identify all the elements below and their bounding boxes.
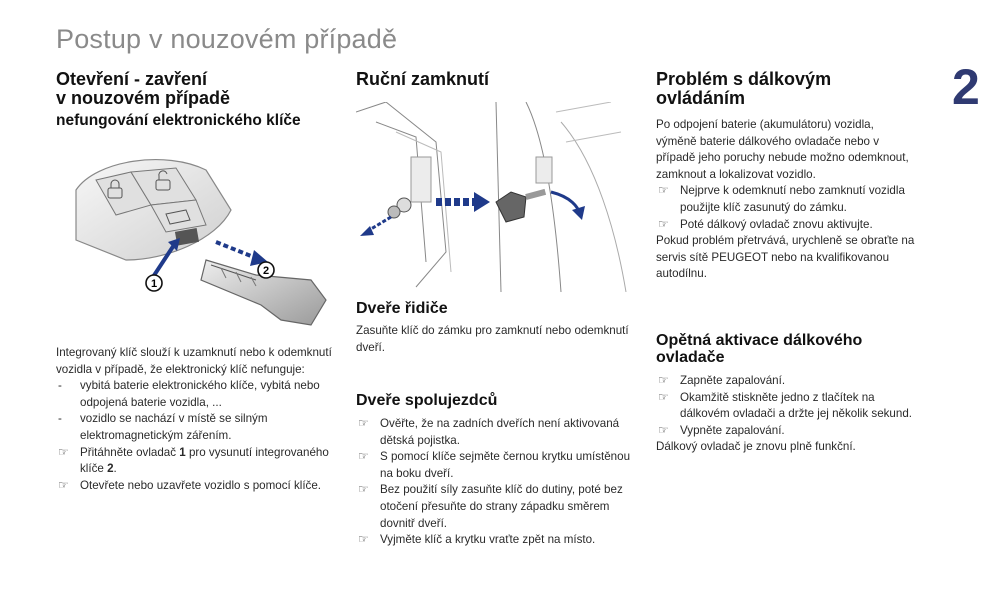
turn-arrow-icon [551, 192, 585, 220]
emergency-heading-line2: v nouzovém případě [56, 88, 231, 108]
slide-arrow-icon [216, 242, 268, 266]
remote-reactivation-steps [656, 373, 916, 439]
callout-1 [146, 275, 162, 291]
column-manual-lock [356, 70, 636, 89]
door-frame-left [356, 102, 451, 287]
list-item: ☞ Bez použití síly zasuňte klíč do dutiny, poté bez otočení přesuňte do strany západku směrem dovnitř dveří. [356, 482, 636, 532]
passenger-door-section [356, 392, 636, 549]
remote-problem-outro: Pokud problém přetrvává, urychleně se obraťte na servis sítě PEUGEOT nebo na kvalifikovanou autodílnu. [656, 234, 915, 281]
passenger-door-heading: Dveře spolujezdců [356, 392, 498, 409]
chapter-number: 2 [952, 59, 980, 115]
driver-door-heading: Dveře řidiče [356, 300, 448, 317]
svg-text:2: 2 [262, 265, 270, 277]
door-lock-illustration [356, 102, 634, 292]
page-title: Postup v nouzovém případě [56, 24, 398, 54]
callout-2 [258, 262, 274, 278]
lock-cover-cap [388, 198, 411, 218]
emergency-intro: Integrovaný klíč slouží k uzamknutí nebo k odemknutí vozidla v případě, že elektronický klíč nefunguje: [56, 346, 332, 376]
list-item: ☞ Ověřte, že na zadních dveřích není aktivovaná dětská pojistka. [356, 416, 636, 449]
remote-reactivation-outro: Dálkový ovladač je znovu plně funkční. [656, 440, 856, 454]
driver-door-text: Zasuňte klíč do zámku pro zamknutí nebo odemknutí dveří. [356, 324, 629, 354]
list-item: ☞ Otevřete nebo uzavřete vozidlo s pomocí klíče. [56, 478, 336, 495]
key-in-lock [496, 189, 546, 222]
emergency-steps-list [56, 445, 336, 495]
remote-problem-heading-line2: ovládáním [656, 88, 746, 108]
driver-door-section [356, 300, 636, 356]
remote-reactivation-section [656, 332, 916, 456]
list-item: ☞ S pomocí klíče sejměte černou krytku umístěnou na boku dveří. [356, 449, 636, 482]
list-item [56, 445, 336, 478]
remote-problem-heading [656, 70, 916, 108]
list-item: - vybitá baterie elektronického klíče, vybitá nebo odpojená baterie vozidla, ... [56, 378, 336, 411]
remote-reactivation-heading [656, 332, 916, 366]
remote-problem-intro: Po odpojení baterie (akumulátoru) vozidla, výměně baterie dálkového ovladače nebo v případě jeho poruchy nebude možno odemknout, zamknout a lokalizovat vozidlo. [656, 118, 909, 181]
emergency-text [56, 345, 336, 494]
list-item: ☞ Vyjměte klíč a krytku vraťte zpět na místo. [356, 532, 636, 549]
column-remote-problem [656, 70, 916, 283]
list-item: ☞ Zapněte zapalování. [656, 373, 916, 390]
key-fob-body [76, 160, 231, 260]
step-ref-2: 2 [107, 462, 114, 476]
passenger-steps-list [356, 416, 636, 549]
list-item: ☞ Nejprve k odemknutí nebo zamknutí vozidla použijte klíč zasunutý do zámku. [656, 183, 916, 216]
key-fob-illustration [56, 150, 336, 340]
step-ref-1: 1 [179, 445, 186, 459]
list-item: - vozidlo se nachází v místě se silným elektromagnetickým zářením. [56, 411, 336, 444]
svg-text:1: 1 [150, 278, 158, 290]
emergency-causes-list [56, 378, 336, 444]
column-emergency-open [56, 70, 336, 130]
remote-reactivation-heading-line1: Opětná aktivace dálkového [656, 332, 863, 349]
step-text: pro vysunutí integrovaného klíče [80, 445, 329, 476]
emergency-heading-line1: Otevření - zavření [56, 69, 208, 89]
cover-removal-arrow-icon [360, 217, 391, 236]
step-text: . [113, 462, 117, 476]
remote-reactivation-heading-line2: ovladače [656, 349, 725, 366]
emergency-subheading: nefungování elektronického klíče [56, 112, 301, 129]
step-text: Přitáhněte ovladač [80, 445, 180, 459]
remote-problem-heading-line1: Problém s dálkovým [656, 69, 832, 89]
emergency-heading [56, 70, 336, 130]
remote-problem-steps [656, 183, 916, 233]
list-item: ☞ Poté dálkový ovladač znovu aktivujte. [656, 217, 916, 234]
list-item: ☞ Okamžitě stiskněte jedno z tlačítek na dálkovém ovladači a držte jej několik sekund. [656, 390, 916, 423]
manual-lock-heading: Ruční zamknutí [356, 69, 490, 89]
list-item: ☞ Vypněte zapalování. [656, 423, 916, 440]
